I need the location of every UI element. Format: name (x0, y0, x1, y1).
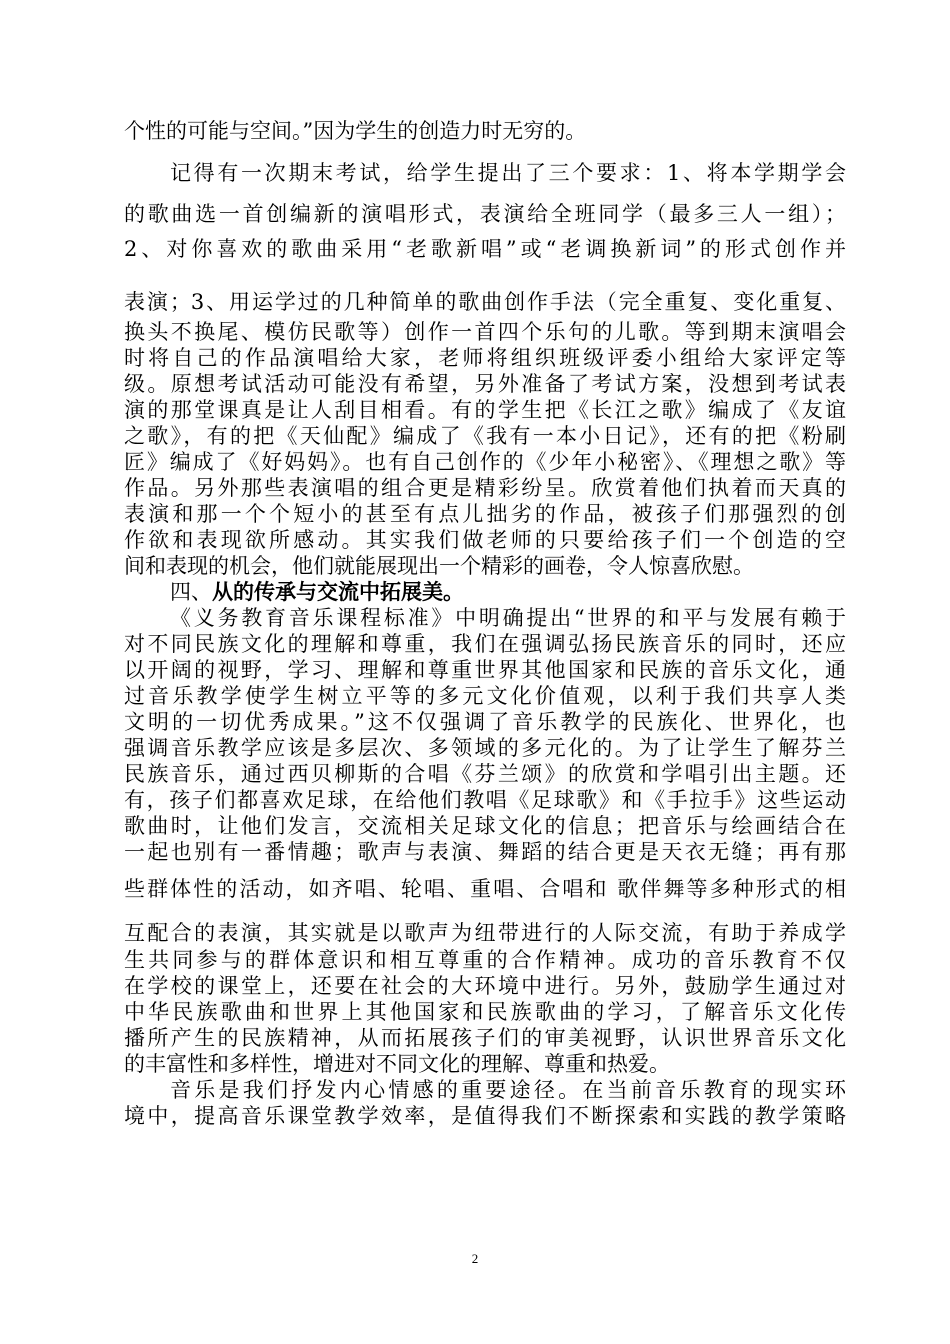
paragraph-line: 表演；3、用运学过的几种简单的歌曲创作手法（完全重复、变化重复、 (124, 290, 846, 314)
paragraph-line: 级。原想考试活动可能没有希望，另外准备了考试方案，没想到考试表 (124, 372, 846, 396)
paragraph-line: 时将自己的作品演唱给大家，老师将组织班级评委小组给大家评定等 (124, 346, 846, 370)
paragraph-line: 之歌》，有的把《天仙配》编成了《我有一本小日记》，还有的把《粉刷 (124, 424, 846, 448)
paragraph-line: 作欲和表现欲所感动。其实我们做老师的只要给孩子们一个创造的空 (124, 528, 846, 552)
paragraph-line: 民族音乐，通过西贝柳斯的合唱《芬兰颂》的欣赏和学唱引出主题。还 (124, 762, 846, 786)
paragraph-line: 2、对你喜欢的歌曲采用“老歌新唱”或“老调换新词”的形式创作并 (124, 237, 846, 261)
section-heading-title: 从的传承与交流中拓展美。 (212, 579, 464, 604)
paragraph-line: 以开阔的视野，学习、理解和尊重世界其他国家和民族的音乐文化，通 (124, 658, 846, 682)
paragraph-line: 歌曲时，让他们发言，交流相关足球文化的信息；把音乐与绘画结合在 (124, 814, 846, 838)
paragraph-line: 的歌曲选一首创编新的演唱形式，表演给全班同学（最多三人一组）； (124, 202, 846, 226)
paragraph-line: 生共同参与的群体意识和相互尊重的合作精神。成功的音乐教育不仅 (124, 948, 846, 972)
paragraph-line: 过音乐教学使学生树立平等的多元文化价值观，以利于我们共享人类 (124, 684, 846, 708)
paragraph-line: 作品。另外那些表演唱的组合更是精彩纷呈。欣赏着他们执着而天真的 (124, 476, 846, 500)
section-heading (170, 579, 846, 605)
paragraph-line: 的丰富性和多样性，增进对不同文化的理解、尊重和热爱。 (124, 1052, 670, 1076)
paragraph-line: 音乐是我们抒发内心情感的重要途径。在当前音乐教育的现实环 (170, 1078, 846, 1102)
paragraph-line: 互配合的表演，其实就是以歌声为纽带进行的人际交流，有助于养成学 (124, 921, 846, 945)
paragraph-line: 间和表现的机会，他们就能展现出一个精彩的画卷，令人惊喜欣慰。 (124, 554, 754, 578)
page-number: 2 (471, 1251, 479, 1266)
paragraph-line: 播所产生的民族精神，从而拓展孩子们的审美视野，认识世界音乐文化 (124, 1026, 846, 1050)
paragraph-line: 个性的可能与空间。”因为学生的创造力时无穷的。 (124, 119, 587, 143)
paragraph-line: 一起也别有一番情趣；歌声与表演、舞蹈的结合更是天衣无缝；再有那 (124, 840, 846, 864)
paragraph-line: 些群体性的活动，如齐唱、轮唱、重唱、合唱和 歌伴舞等多种形式的相 (124, 877, 846, 901)
paragraph-line: 换头不换尾、模仿民歌等）创作一首四个乐句的儿歌。等到期末演唱会 (124, 320, 846, 344)
paragraph-line: 有，孩子们都喜欢足球，在给他们教唱《足球歌》和《手拉手》这些运动 (124, 788, 846, 812)
paragraph-line: 《义务教育音乐课程标准》中明确提出“世界的和平与发展有赖于 (170, 606, 846, 630)
paragraph-line: 文明的一切优秀成果。”这不仅强调了音乐教学的民族化、世界化，也 (124, 710, 846, 734)
paragraph-line: 匠》编成了《好妈妈》。也有自己创作的《少年小秘密》、《理想之歌》等 (124, 450, 846, 474)
paragraph-line: 强调音乐教学应该是多层次、多领域的多元化的。为了让学生了解芬兰 (124, 736, 846, 760)
paragraph-line: 境中，提高音乐课堂教学效率，是值得我们不断探索和实践的教学策略 (124, 1104, 846, 1128)
paragraph-line: 在学校的课堂上，还要在社会的大环境中进行。另外，鼓励学生通过对 (124, 974, 846, 998)
paragraph-line: 表演和那一个个短小的甚至有点儿拙劣的作品，被孩子们那强烈的创 (124, 502, 846, 526)
section-heading-number: 四、 (170, 580, 212, 604)
paragraph-line: 记得有一次期末考试，给学生提出了三个要求：1、将本学期学会 (170, 161, 846, 185)
paragraph-line: 中华民族歌曲和世界上其他国家和民族歌曲的学习，了解音乐文化传 (124, 1000, 846, 1024)
paragraph-line: 对不同民族文化的理解和尊重，我们在强调弘扬民族音乐的同时，还应 (124, 632, 846, 656)
paragraph-line: 演的那堂课真是让人刮目相看。有的学生把《长江之歌》编成了《友谊 (124, 398, 846, 422)
